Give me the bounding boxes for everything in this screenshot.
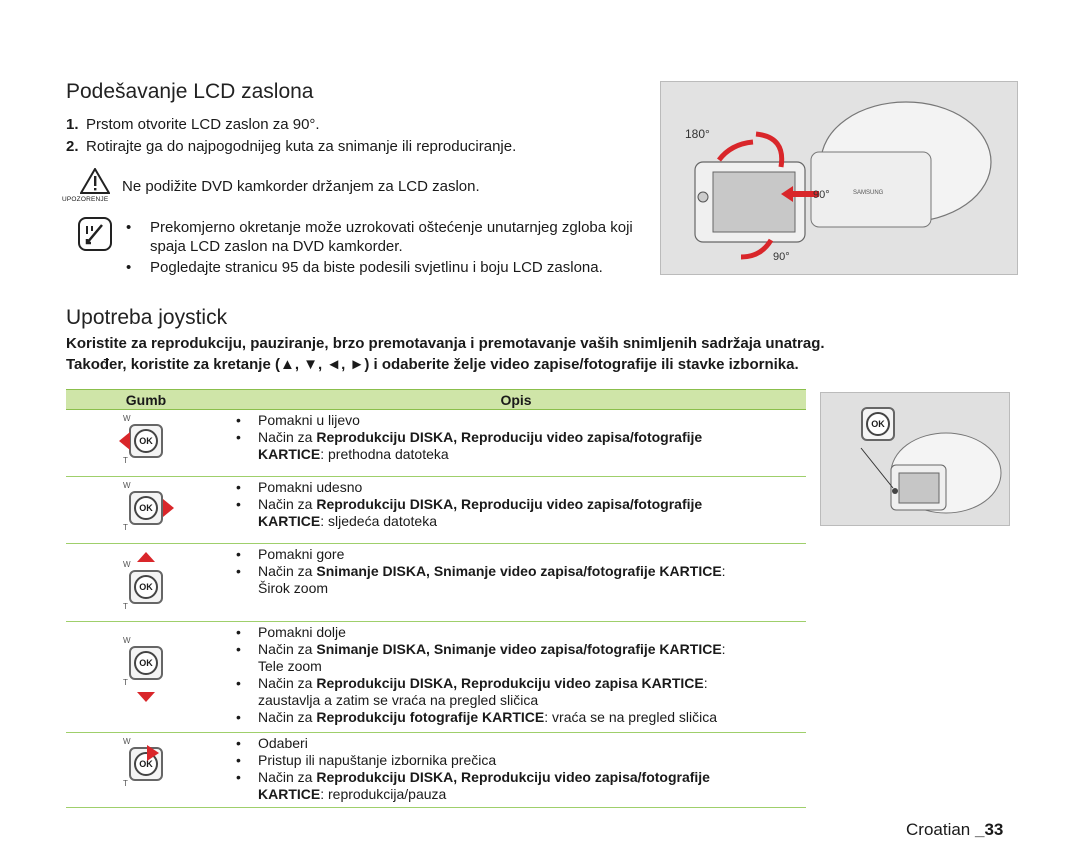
note-item: • Pogledajte stranicu 95 da biste podesili svjetlinu i boju LCD zaslona. (126, 259, 603, 276)
w-label: W (123, 737, 131, 746)
description-line: • Pristup ili napuštanje izbornika prečica (226, 752, 806, 769)
joystick-zoom-icon: OK (861, 407, 895, 441)
left-arrow-icon (119, 432, 130, 450)
select-arrow-icon (147, 745, 159, 761)
label-90a: 90° (813, 189, 830, 201)
t-label: T (123, 779, 128, 788)
description-line: • Način za Reprodukciju DISKA, Reprodukciju video zapisa KARTICE: zaustavlja a zatim se vraća na pregled sličica (226, 675, 806, 709)
joystick-up-icon (123, 560, 163, 611)
joystick-select-icon (123, 737, 163, 788)
description-line: • Način za Reprodukciju fotografije KARTICE: vraća se na pregled sličica (226, 709, 806, 726)
warning-text: Ne podižite DVD kamkorder držanjem za LCD zaslon. (122, 178, 480, 195)
button-cell (66, 477, 226, 544)
button-cell (66, 622, 226, 733)
table-row (66, 410, 806, 477)
ok-label: OK (134, 575, 158, 599)
up-arrow-icon (137, 552, 155, 562)
description-line: • Pomakni u lijevo (226, 412, 806, 429)
table-row (66, 733, 806, 808)
warning-label: UPOZORENJE (62, 196, 109, 203)
t-label: T (123, 678, 128, 687)
description-line: • Način za Reprodukciju DISKA, Reprodukciju video zapisa/fotografije KARTICE: reprodukcija/pauza (226, 769, 806, 803)
description-line: • Pomakni udesno (226, 479, 806, 496)
description-cell (226, 410, 806, 477)
description-cell (226, 622, 806, 733)
w-label: W (123, 560, 131, 569)
step-text: Prstom otvorite LCD zaslon za 90°. (86, 116, 320, 133)
ok-label: OK (134, 496, 158, 520)
camcorder-joystick-illustration (820, 392, 1010, 526)
description-line: • Način za Reprodukciju DISKA, Reproduciju video zapisa/fotografije KARTICE: sljedeća datoteka (226, 496, 806, 530)
description-cell (226, 544, 806, 622)
description-line: • Način za Reprodukciju DISKA, Reproduciju video zapisa/fotografije KARTICE: prethodna datoteka (226, 429, 806, 463)
button-cell (66, 410, 226, 477)
right-arrow-icon (163, 499, 174, 517)
page-footer (906, 820, 1003, 840)
button-cell (66, 733, 226, 808)
joystick-table (66, 389, 806, 808)
column-header-description: Opis (226, 390, 806, 410)
note-list (124, 218, 654, 277)
description-line: • Način za Snimanje DISKA, Snimanje video zapisa/fotografije KARTICE: Širok zoom (226, 563, 806, 597)
step-number: 1. (66, 116, 79, 133)
joystick-intro-line-2: Također, koristite za kretanje (▲, ▼, ◄, ►) i odaberite želje video zapise/fotografije ili stavke izbornika. (66, 356, 799, 373)
joystick-section-title: Upotreba joystick (66, 306, 228, 329)
footer-page-number: _33 (975, 820, 1004, 839)
step-text: Rotirajte ga do najpogodnijeg kuta za snimanje ili reproduciranje. (86, 138, 517, 155)
table-row (66, 622, 806, 733)
table-row (66, 544, 806, 622)
note-icon (78, 217, 112, 251)
column-header-button: Gumb (66, 390, 226, 410)
joystick-intro-line-1: Koristite za reprodukciju, pauziranje, brzo premotavanja i premotavanje vaših snimljenih sadržaja unatrag. (66, 335, 825, 352)
description-line: • Odaberi (226, 735, 806, 752)
description-cell (226, 733, 806, 808)
lcd-step-2 (66, 137, 516, 157)
joystick-down-icon (123, 636, 163, 687)
camcorder-lcd-illustration (660, 81, 1018, 275)
label-90b: 90° (773, 251, 790, 263)
lcd-section-title: Podešavanje LCD zaslona (66, 80, 314, 103)
description-line: • Pomakni gore (226, 546, 806, 563)
brand-logo: SAMSUNG (853, 190, 884, 196)
w-label: W (123, 414, 131, 423)
joystick-right-icon (123, 481, 163, 532)
description-line: • Način za Snimanje DISKA, Snimanje video zapisa/fotografije KARTICE: Tele zoom (226, 641, 806, 675)
lcd-step-1 (66, 115, 320, 135)
ok-label: OK (134, 429, 158, 453)
t-label: T (123, 523, 128, 532)
down-arrow-icon (137, 692, 155, 702)
joystick-left-icon (123, 414, 163, 465)
t-label: T (123, 602, 128, 611)
w-label: W (123, 481, 131, 490)
table-row (66, 477, 806, 544)
button-cell (66, 544, 226, 622)
t-label: T (123, 456, 128, 465)
w-label: W (123, 636, 131, 645)
label-180: 180° (685, 127, 710, 141)
footer-language: Croatian (906, 820, 971, 839)
description-line: • Pomakni dolje (226, 624, 806, 641)
description-cell (226, 477, 806, 544)
ok-label: OK (134, 651, 158, 675)
step-number: 2. (66, 138, 79, 155)
ok-label: OK (134, 752, 158, 776)
warning-icon (80, 168, 110, 194)
note-item: • Prekomjerno okretanje može uzrokovati oštećenje unutarnjeg zgloba koji spaja LCD zaslon na DVD kamkorder. (126, 219, 633, 255)
